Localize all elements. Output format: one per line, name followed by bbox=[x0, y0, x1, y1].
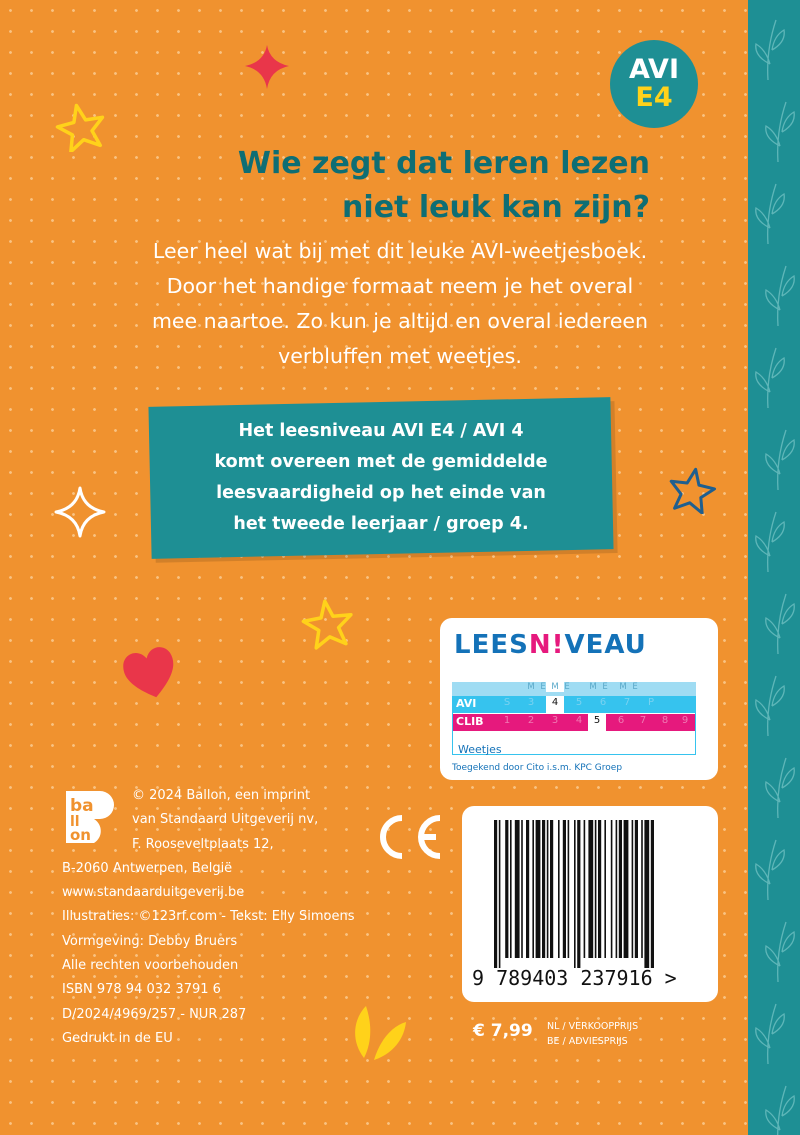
header-cell: E bbox=[602, 682, 608, 692]
ce-icon bbox=[372, 812, 447, 862]
leaf-icon bbox=[756, 676, 784, 736]
colophon-line: Gedrukt in de EU bbox=[62, 1030, 173, 1046]
header-cell: M bbox=[619, 682, 627, 692]
red-star-icon bbox=[242, 42, 292, 92]
barcode-bar bbox=[577, 820, 580, 968]
heart-icon bbox=[118, 640, 182, 704]
avi-cell: P bbox=[647, 697, 655, 708]
headline-line-2: niet leuk kan zijn? bbox=[342, 190, 650, 225]
barcode-bar bbox=[532, 820, 534, 958]
avi-cell: 6 bbox=[599, 697, 607, 708]
leaf-icon bbox=[766, 594, 794, 654]
info-line: leesvaardigheid op het einde van bbox=[216, 483, 546, 503]
spine-strip bbox=[748, 0, 800, 1135]
avi-cell: 3 bbox=[527, 697, 535, 708]
barcode-bar bbox=[651, 820, 654, 968]
leaf-pattern bbox=[748, 0, 800, 1135]
avi-level-badge bbox=[610, 40, 698, 128]
barcode-bar bbox=[641, 820, 643, 958]
colophon-line: F. Rooseveltplaats 12, bbox=[132, 836, 274, 852]
barcode-bar bbox=[526, 820, 529, 958]
barcode-bar bbox=[604, 820, 606, 958]
badge-level-label: E4 bbox=[635, 82, 673, 113]
avi-row-label: AVI bbox=[456, 697, 477, 710]
book-type-label: Weetjes bbox=[458, 743, 502, 756]
clib-cell: 4 bbox=[575, 715, 583, 726]
price-label-nl: NL / VERKOOPPRIJS bbox=[547, 1021, 639, 1032]
price-amount: € 7,99 bbox=[473, 1021, 533, 1041]
barcode-bar bbox=[568, 820, 570, 958]
isbn-digits: 9 789403 237916 > bbox=[472, 966, 677, 990]
headline-line-1: Wie zegt dat leren lezen bbox=[237, 146, 650, 181]
barcode-bar bbox=[574, 820, 576, 968]
colophon-line: © 2024 Ballon, een imprint bbox=[132, 788, 311, 803]
clib-cell: 2 bbox=[527, 715, 535, 726]
leaf-icon bbox=[756, 512, 784, 572]
clib-cell: 8 bbox=[661, 715, 669, 726]
clib-cell: 1 bbox=[503, 715, 511, 726]
clib-cell-highlight: 5 bbox=[588, 714, 606, 731]
price-labels bbox=[547, 1019, 638, 1049]
header-cell: E bbox=[540, 682, 546, 692]
intro-line: Leer heel wat bij met dit leuke AVI-weetjesboek. bbox=[152, 239, 648, 263]
barcode-bar bbox=[563, 820, 566, 958]
avi-cell: S bbox=[503, 697, 511, 708]
barcode-bar bbox=[616, 820, 618, 958]
leaf-icon bbox=[766, 266, 794, 326]
leaf-icon bbox=[756, 1004, 784, 1064]
barcode-bar bbox=[558, 820, 560, 958]
barcode-bar bbox=[635, 820, 638, 958]
clib-cell: 6 bbox=[617, 715, 625, 726]
barcode-bar bbox=[550, 820, 553, 958]
intro-line: verbluffen met weetjes. bbox=[278, 344, 522, 368]
barcode-bar bbox=[536, 820, 541, 958]
leaf-icon bbox=[766, 430, 794, 490]
certification-note: Toegekend door Cito i.s.m. KPC Groep bbox=[452, 763, 623, 773]
intro-paragraph bbox=[100, 234, 700, 374]
colophon-line: Illustraties: ©123rf.com - Tekst: Elly Simoens bbox=[62, 909, 355, 925]
leaf-icon bbox=[756, 840, 784, 900]
barcode-bar bbox=[644, 820, 649, 968]
info-line: komt overeen met de gemiddelde bbox=[214, 452, 548, 472]
colophon bbox=[62, 784, 422, 1051]
colophon-line: van Standaard Uitgeverij nv, bbox=[132, 812, 319, 828]
leaf-icon bbox=[756, 184, 784, 244]
barcode-card bbox=[462, 806, 718, 1002]
barcode-bar bbox=[542, 820, 545, 958]
barcode-icon bbox=[494, 820, 690, 968]
header-cell: M bbox=[527, 682, 535, 692]
leaf-icon bbox=[766, 102, 794, 162]
svg-text:ba: ba bbox=[70, 796, 94, 816]
leesniveau-card bbox=[440, 618, 718, 780]
header-cell: E bbox=[564, 682, 570, 692]
info-line: het tweede leerjaar / groep 4. bbox=[233, 514, 529, 534]
barcode-bar bbox=[505, 820, 508, 958]
avi-cell-highlight: 4 bbox=[546, 696, 564, 713]
barcode-bar bbox=[515, 820, 520, 958]
clib-cell: 9 bbox=[681, 715, 689, 726]
colophon-line: D/2024/4969/257 - NUR 287 bbox=[62, 1006, 247, 1022]
avi-cell: 7 bbox=[623, 697, 631, 708]
logo-part-1: LEES bbox=[454, 630, 529, 660]
barcode-bar bbox=[547, 820, 549, 958]
colophon-line: B-2060 Antwerpen, België bbox=[62, 860, 233, 876]
barcode-bar bbox=[611, 820, 613, 958]
avi-cell: 5 bbox=[575, 697, 583, 708]
leaf-icon bbox=[766, 1086, 794, 1135]
header-cell: M bbox=[546, 682, 564, 692]
clib-cell: 7 bbox=[639, 715, 647, 726]
header-cell: M bbox=[589, 682, 597, 692]
header-cell: E bbox=[632, 682, 638, 692]
price-label-be: BE / ADVIESPRIJS bbox=[547, 1036, 628, 1047]
white-star-icon bbox=[52, 484, 108, 540]
headline bbox=[90, 142, 650, 230]
barcode-bar bbox=[584, 820, 586, 958]
colophon-line: www.standaarduitgeverij.be bbox=[62, 885, 245, 901]
barcode-bar bbox=[588, 820, 593, 958]
header-row bbox=[452, 682, 696, 696]
colophon-line: Vormgeving: Debby Bruers bbox=[62, 933, 238, 949]
badge-avi-label: AVI bbox=[628, 54, 679, 85]
barcode-bar bbox=[619, 820, 622, 958]
clib-cell: 3 bbox=[551, 715, 559, 726]
logo-part-2: VEAU bbox=[564, 630, 647, 660]
clib-row-label: CLIB bbox=[456, 715, 484, 728]
leaf-icon bbox=[756, 348, 784, 408]
barcode-bar bbox=[595, 820, 597, 958]
barcode-bar bbox=[624, 820, 629, 958]
barcode-bar bbox=[598, 820, 601, 958]
barcode-bar bbox=[632, 820, 634, 958]
svg-text:ll: ll bbox=[70, 814, 80, 830]
colophon-line: Alle rechten voorbehouden bbox=[62, 958, 239, 974]
svg-text:on: on bbox=[70, 826, 91, 844]
barcode-bar bbox=[494, 820, 497, 968]
barcode-bar bbox=[499, 820, 501, 968]
info-line: Het leesniveau AVI E4 / AVI 4 bbox=[238, 421, 524, 441]
leesniveau-logo bbox=[454, 630, 647, 660]
intro-line: mee naartoe. Zo kun je altijd en overal iedereen bbox=[151, 309, 649, 333]
info-box-text bbox=[150, 416, 612, 540]
intro-line: Door het handige formaat neem je het overal bbox=[166, 274, 634, 298]
barcode-bar bbox=[510, 820, 512, 958]
blue-star-icon bbox=[666, 466, 718, 514]
leaf-icon bbox=[766, 758, 794, 818]
yellow-star-outline-icon bbox=[300, 598, 356, 650]
colophon-line: ISBN 978 94 032 3791 6 bbox=[62, 982, 221, 998]
leaf-icon bbox=[756, 20, 784, 80]
logo-accent: N! bbox=[528, 630, 565, 660]
barcode-bar bbox=[521, 820, 523, 958]
leaf-icon bbox=[766, 922, 794, 982]
